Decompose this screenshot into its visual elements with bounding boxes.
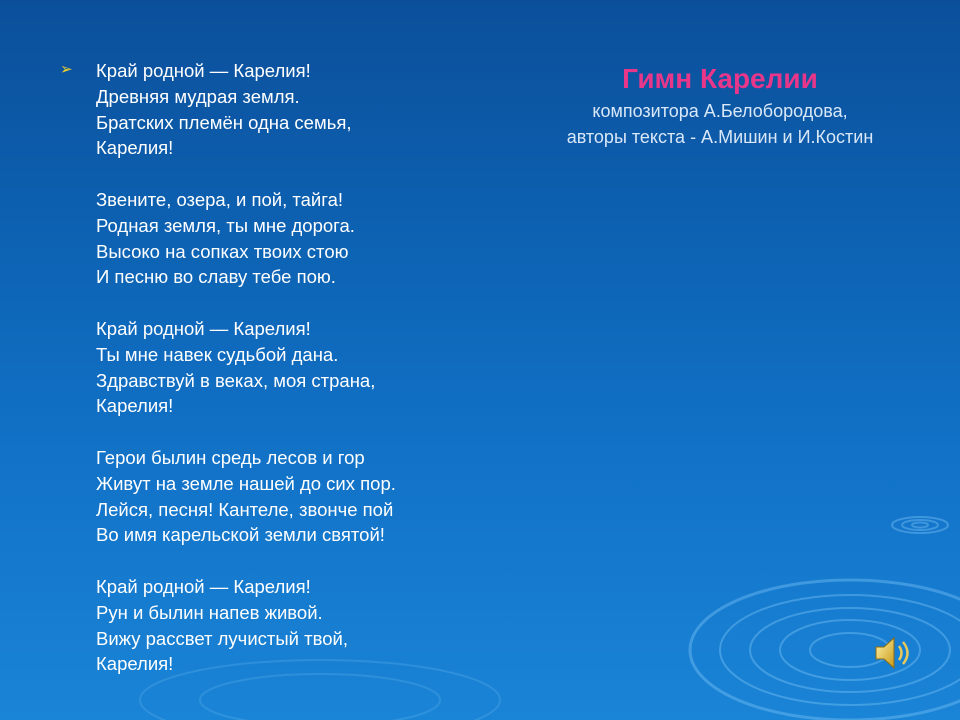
page-title: Гимн Карелии	[622, 63, 818, 94]
poem-line: Высоко на сопках твоих стою	[96, 240, 349, 262]
poem-line: Вижу рассвет лучистый твой,	[96, 627, 348, 649]
poem-line: Древняя мудрая земля.	[96, 85, 300, 107]
speaker-icon[interactable]	[870, 630, 916, 676]
poem-text	[96, 58, 516, 677]
poem-line: Лейся, песня! Кантеле, звонче пой	[96, 498, 394, 520]
bullet-arrow-icon: ➢	[60, 61, 73, 78]
poem-line: Ты мне навек судьбой дана.	[96, 343, 339, 365]
poem-line: Родная земля, ты мне дорога.	[96, 214, 355, 236]
composer-credit: композитора А.Белобородова,	[592, 101, 848, 121]
poem-line: Карелия!	[96, 137, 174, 159]
poem-line: Живут на земле нашей до сих пор.	[96, 472, 396, 494]
poem-line: Карелия!	[96, 395, 174, 417]
stanza-gap	[96, 290, 516, 316]
poem-line: Звените, озера, и пой, тайга!	[96, 188, 344, 210]
poem-line: Край родной — Карелия!	[96, 317, 311, 339]
poem-line: Здравствуй в веках, моя страна,	[96, 369, 376, 391]
poem-line: Край родной — Карелия!	[96, 60, 311, 81]
title-block	[500, 60, 940, 150]
poem-line: И песню во славу тебе пою.	[96, 266, 336, 288]
poem-line: Рун и былин напев живой.	[96, 601, 323, 623]
stanza-gap	[96, 548, 516, 574]
poem-line: Во имя карельской земли святой!	[96, 524, 385, 546]
stanza-gap	[96, 419, 516, 445]
poem-line: Край родной — Карелия!	[96, 575, 311, 597]
stanza-gap	[96, 161, 516, 187]
poem-line: Братских племён одна семья,	[96, 111, 352, 133]
poem-line: Карелия!	[96, 653, 174, 675]
authors-credit: авторы текста - А.Мишин и И.Костин	[566, 127, 874, 147]
poem-line: Герои былин средь лесов и гор	[96, 446, 365, 468]
